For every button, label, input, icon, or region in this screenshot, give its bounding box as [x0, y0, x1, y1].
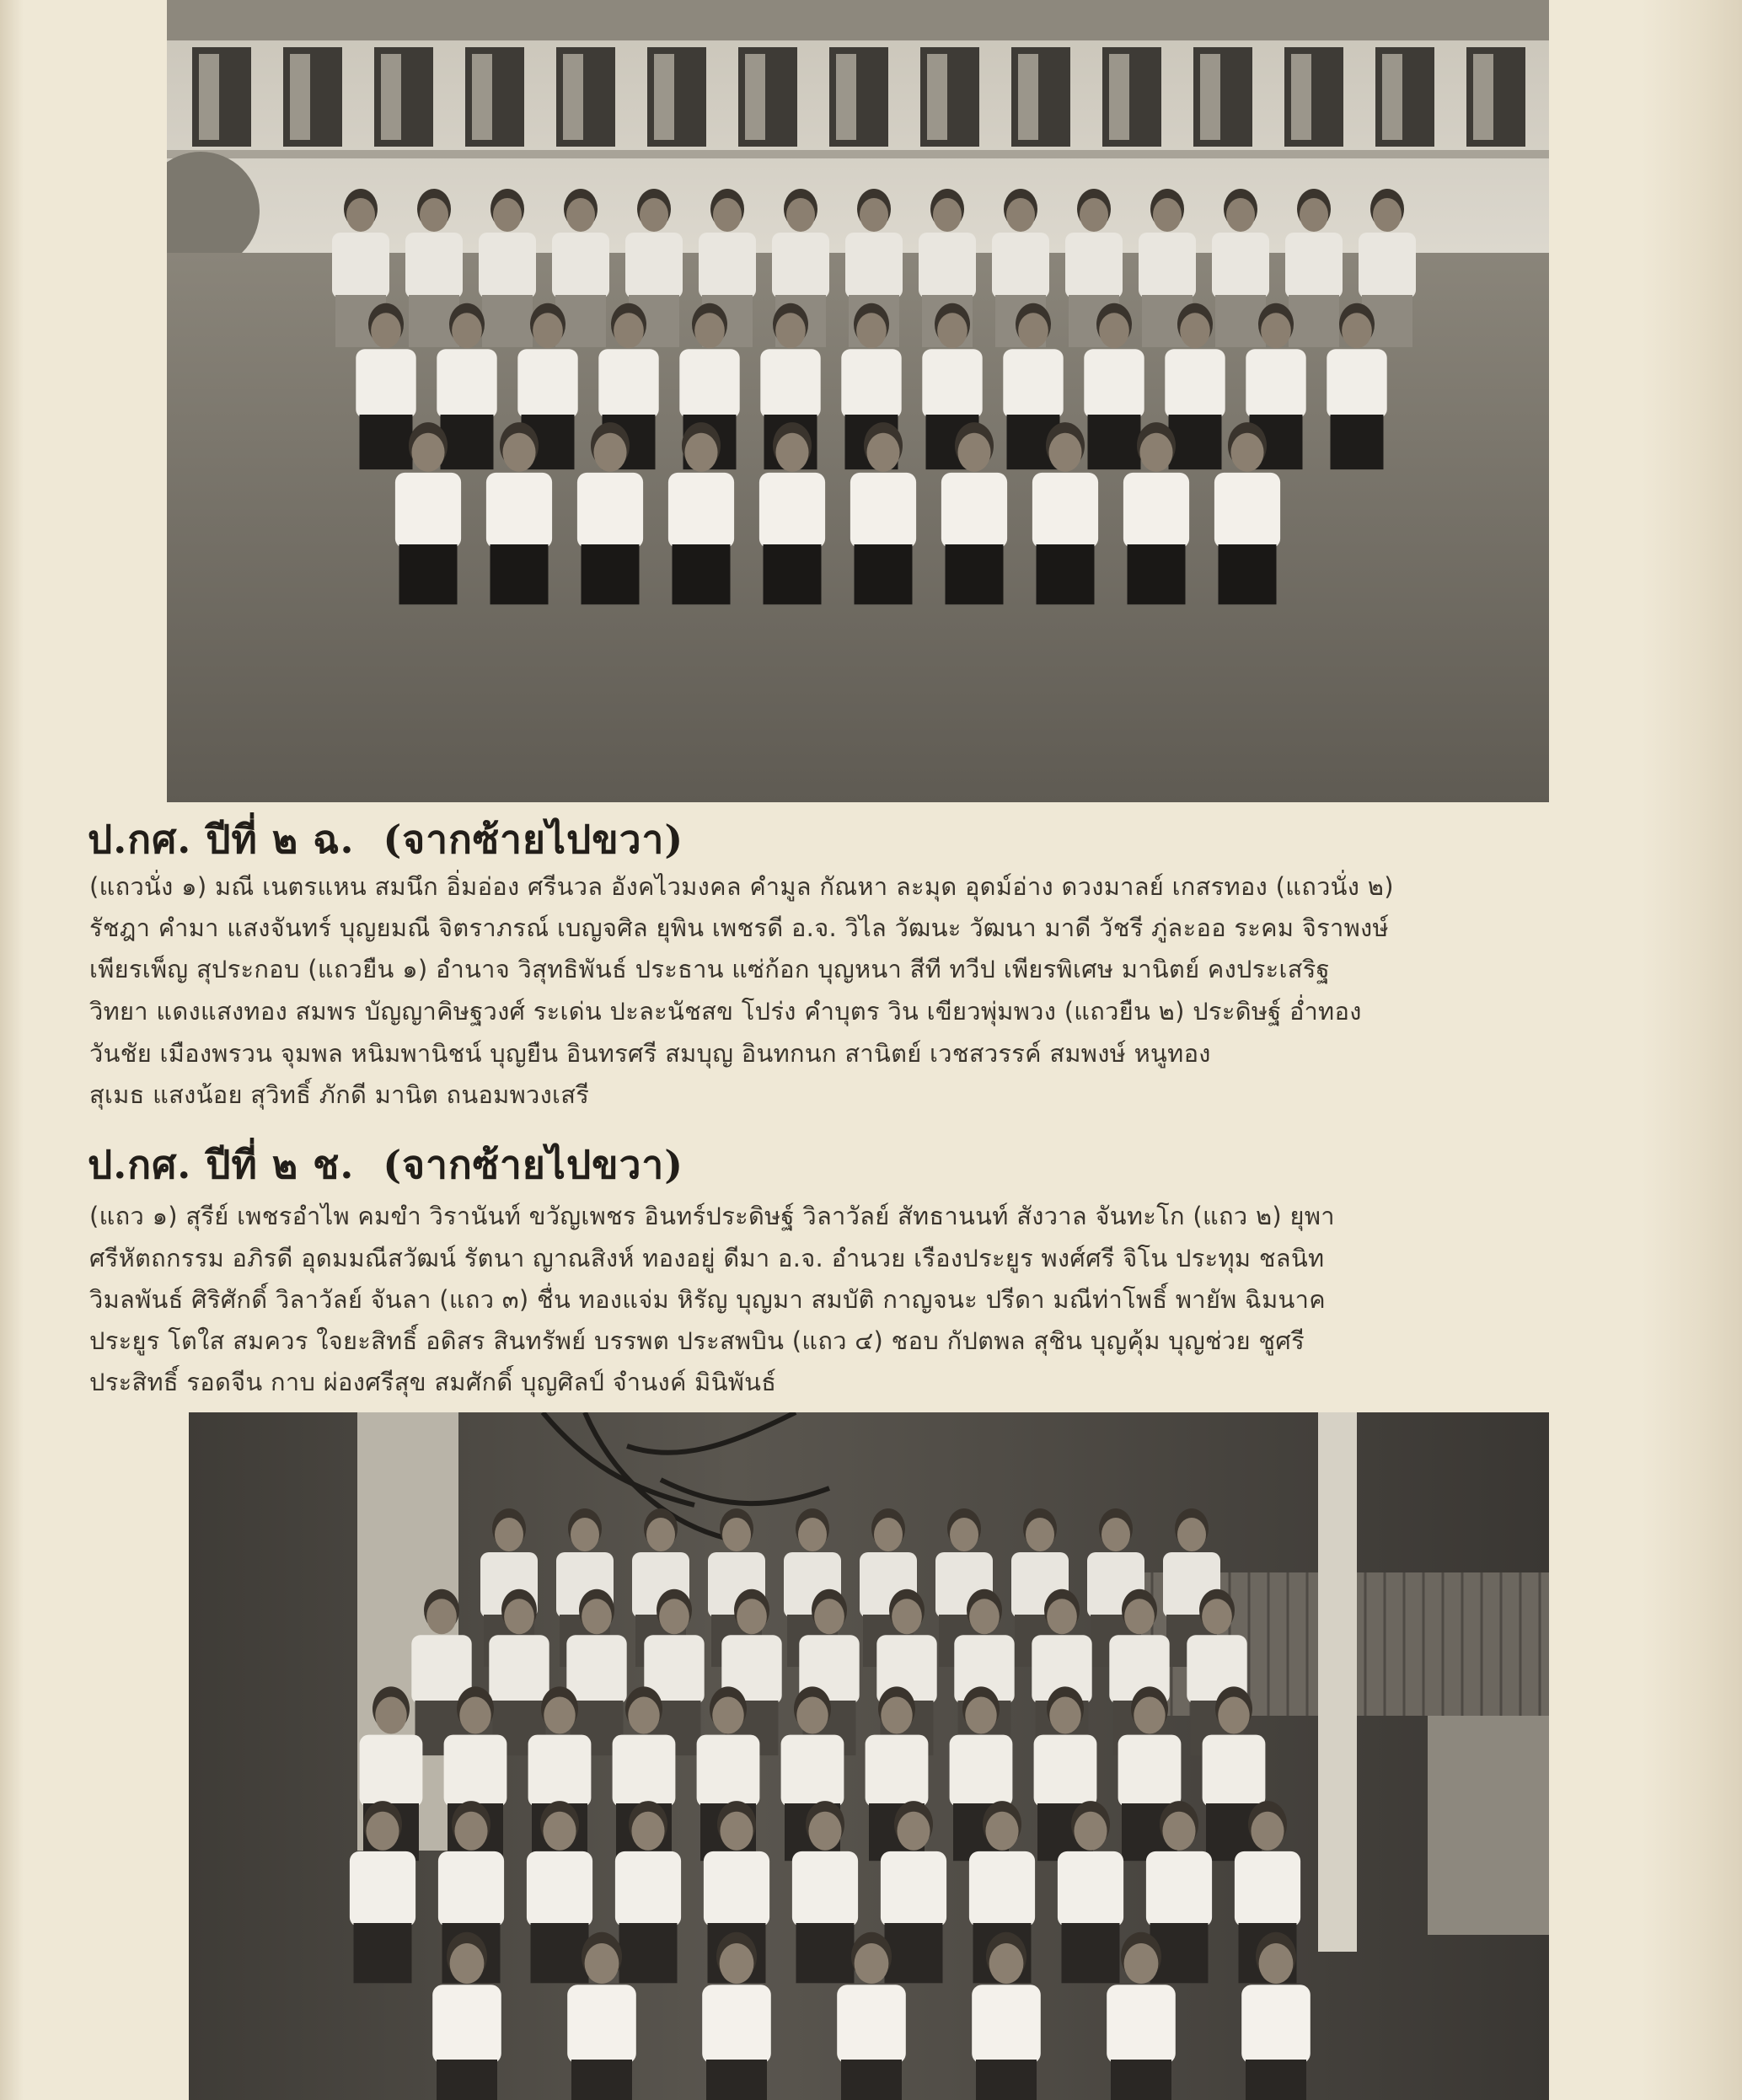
section-2-line-2: ศรีหัตถกรรม อภิรดี อุดมมณีสวัฒน์ รัตนา ญาณสิงห์ ทองอยู่ ดีมา อ.จ. อำนวย เรืองประยูร พงศ์ศรี จิโน ประทุม ชลนิท [89, 1244, 1325, 1272]
section-1-class-label: ป.กศ. ปีที่ ๒ ฉ. [88, 817, 355, 862]
section-1-line-5: วันชัย เมืองพรวน จุมพล หนิมพานิชน์ บุญยืน อินทรศรี สมบุญ อินทกนก สานิตย์ เวชสวรรค์ สมพงษ์ หนูทอง [89, 1039, 1211, 1068]
section-2-line-1: (แถว ๑) สุรีย์ เพชรอำไพ คมขำ วิรานันท์ ขวัญเพชร อินทร์ประดิษฐ์ วิลาวัลย์ สัทธานนท์ สังวาล จันทะโก (แถว ๒) ยุพา [89, 1202, 1335, 1230]
section-2-line-3: วิมลพันธ์ ศิริศักดิ์ วิลาวัลย์ จันลา (แถว ๓) ชื่น ทองแจ่ม หิรัญ บุญมา สมบัติ กาญจนะ ปรีดา มณีท่าโพธิ์ พายัพ ฉิมนาค [89, 1285, 1326, 1314]
section-2-heading [88, 1134, 683, 1196]
section-1-line-1: (แถวนั่ง ๑) มณี เนตรแหน สมนึก อิ่มอ่อง ศรีนวล อังคไวมงคล คำมูล กัณหา ละมุด อุดม์อ่าง ดวงมาลย์ เกสรทอง (แถวนั่ง ๒) [89, 872, 1394, 901]
section-2-line-4: ประยูร โตใส สมควร ใจยะสิทธิ์ อดิสร สินทรัพย์ บรรพต ประสพบิน (แถว ๔) ชอบ กัปตพล สุชิน บุญคุ้ม บุญช่วย ชูศรี [89, 1326, 1305, 1355]
section-1-heading [88, 809, 683, 871]
section-1-line-2: รัชฎา คำมา แสงจันทร์ บุญยมณี จิตราภรณ์ เบญจศิล ยุพิน เพชรดี อ.จ. วิไล วัฒนะ วัฒนา มาดี วัชรี ภู่ละออ ระคม จิราพงษ์ [89, 913, 1389, 942]
section-2-direction-label: (จากซ้ายไปขวา) [383, 1142, 684, 1187]
class-photo-top [167, 0, 1549, 802]
section-1-line-3: เพียรเพ็ญ สุประกอบ (แถวยืน ๑) อำนาจ วิสุทธิพันธ์ ประธาน แซ่ก้อก บุญหนา สีที ทวีป เพียรพิเศษ มานิตย์ คงประเสริฐ [89, 955, 1330, 983]
class-photo-bottom [189, 1412, 1549, 2100]
section-1-direction-label: (จากซ้ายไปขวา) [383, 817, 684, 862]
page-edge-left [0, 0, 24, 2100]
section-1-line-6: สุเมธ แสงน้อย สุวิทธิ์ ภักดี มานิต ถนอมพวงเสรี [89, 1080, 590, 1109]
page-edge-right [1641, 0, 1742, 2100]
section-2-line-5: ประสิทธิ์ รอดจีน กาบ ผ่องศรีสุข สมศักดิ์ บุญศิลป์ จำนงค์ มินิพันธ์ [89, 1368, 777, 1396]
section-2-class-label: ป.กศ. ปีที่ ๒ ช. [88, 1142, 355, 1187]
section-1-line-4: วิทยา แดงแสงทอง สมพร บัญญาคิษฐวงศ์ ระเด่น ปะละนัชสข โปร่ง คำบุตร วิน เขียวพุ่มพวง (แถวยืน ๒) ประดิษฐ์ อ่ำทอง [89, 997, 1362, 1026]
